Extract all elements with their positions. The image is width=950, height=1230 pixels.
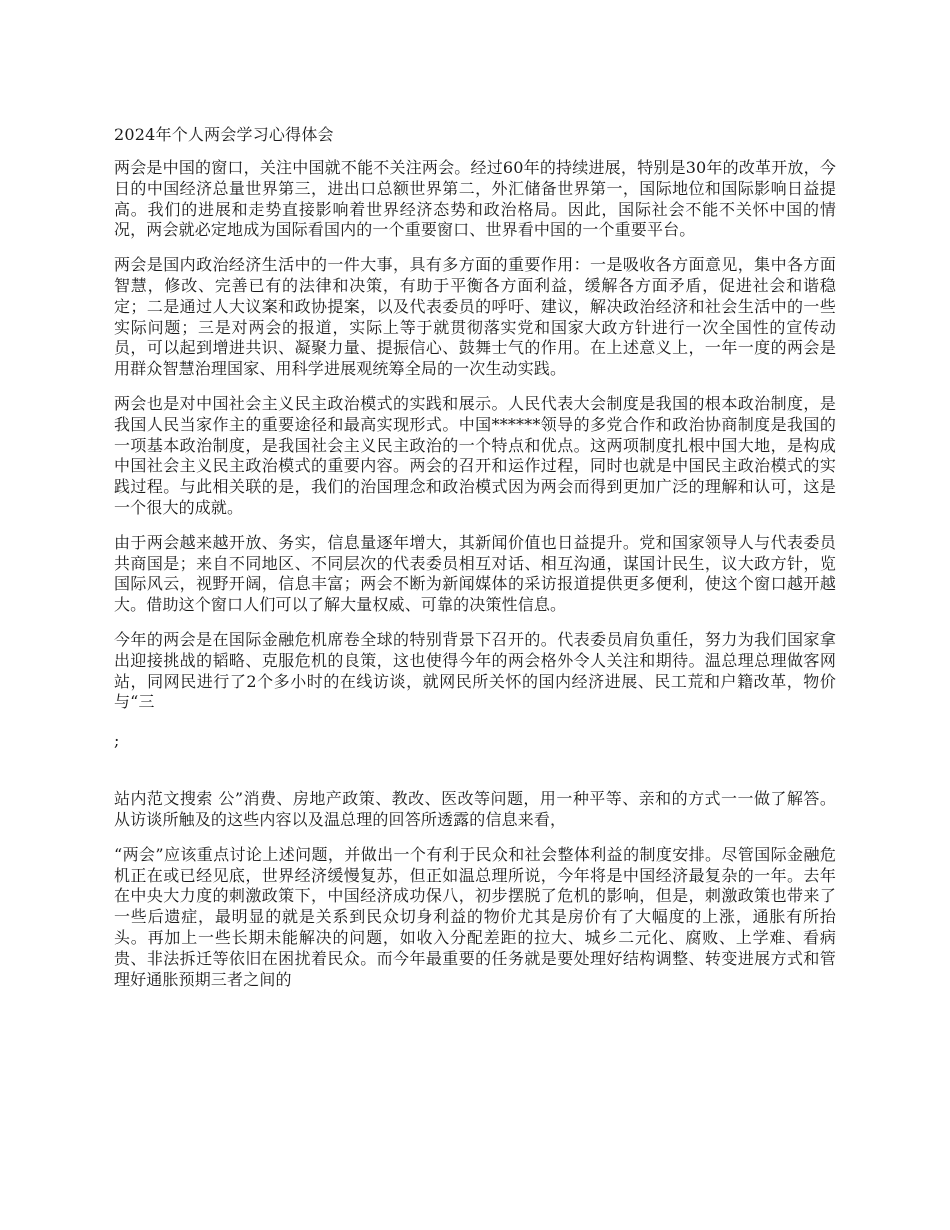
paragraph-1: 两会是中国的窗口，关注中国就不能不关注两会。经过60年的持续进展，特别是30年的改革开放，今日的中国经济总量世界第三，进出口总额世界第二，外汇储备世界第一，国际地位和国际影响日益提高。我们的进展和走势直接影响着世界经济态势和政治格局。因此，国际社会不能不关怀中国的情况，两会就必定地成为国际看国内的一个重要窗口、世界看中国的一个重要平台。 bbox=[114, 158, 836, 240]
paragraph-6: 站内范文搜索 公”消费、房地产政策、教改、医改等问题，用一种平等、亲和的方式一一做了解答。从访谈所触及的这些内容以及温总理的回答所透露的信息来看， bbox=[114, 789, 836, 829]
paragraph-4: 由于两会越来越开放、务实，信息量逐年增大，其新闻价值也日益提升。党和国家领导人与代表委员共商国是；来自不同地区、不同层次的代表委员相互对话、相互沟通，谋国计民生，议大政方针，览国际风云，视野开阔，信息丰富；两会不断为新闻媒体的采访报道提供更多便利，使这个窗口越开越大。借助这个窗口人们可以了解大量权威、可靠的决策性信息。 bbox=[114, 532, 836, 615]
document-title: 2024年个人两会学习心得体会 bbox=[114, 125, 334, 144]
paragraph-5: 今年的两会是在国际金融危机席卷全球的特别背景下召开的。代表委员肩负重任，努力为我们国家拿出迎接挑战的韬略、克服危机的良策，这也使得今年的两会格外令人关注和期待。温总理总理做客网站，同网民进行了2个多小时的在线访谈，就网民所关怀的国内经济进展、民工荒和户籍改革，物价与“三 bbox=[114, 629, 836, 712]
paragraph-2: 两会是国内政治经济生活中的一件大事，具有多方面的重要作用：一是吸收各方面意见，集中各方面智慧，修改、完善已有的法律和决策，有助于平衡各方面利益，缓解各方面矛盾，促进社会和谐稳定；二是通过人大议案和政协提案，以及代表委员的呼吁、建议，解决政治经济和社会生活中的一些实际问题；三是对两会的报道，实际上等于就贯彻落实党和国家大政方针进行一次全国性的宣传动员，可以起到增进共识、凝聚力量、提振信心、鼓舞士气的作用。在上述意义上，一年一度的两会是用群众智慧治理国家、用科学进展观统筹全局的一次生动实践。 bbox=[114, 255, 836, 379]
paragraph-3: 两会也是对中国社会主义民主政治模式的实践和展示。人民代表大会制度是我国的根本政治制度，是我国人民当家作主的重要途径和最高实现形式。中国******领导的多党合作和政治协商制度是我国的一项基本政治制度，是我国社会主义民主政治的一个特点和优点。这两项制度扎根中国大地，是构成中国社会主义民主政治模式的重要内容。两会的召开和运作过程，同时也就是中国民主政治模式的实践过程。与此相关联的是，我们的治国理念和政治模式因为两会而得到更加广泛的理解和认可，这是一个很大的成就。 bbox=[114, 393, 836, 517]
page-gap bbox=[114, 751, 836, 789]
stray-semicolon: ; bbox=[114, 731, 120, 751]
document-page bbox=[114, 124, 836, 1004]
paragraph-7: “两会”应该重点讨论上述问题，并做出一个有利于民众和社会整体利益的制度安排。尽管国际金融危机正在或已经见底，世界经济缓慢复苏，但正如温总理所说，今年将是中国经济最复杂的一年。去年在中央大力度的刺激政策下，中国经济成功保八，初步摆脱了危机的影响，但是，刺激政策也带来了一些后遗症，最明显的就是关系到民众切身利益的物价尤其是房价有了大幅度的上涨，通胀有所抬头。再加上一些长期未能解决的问题，如收入分配差距的拉大、城乡二元化、腐败、上学难、看病贵、非法拆迁等依旧在困扰着民众。而今年最重要的任务就是要处理好结构调整、转变进展方式和管理好通胀预期三者之间的 bbox=[114, 844, 836, 989]
